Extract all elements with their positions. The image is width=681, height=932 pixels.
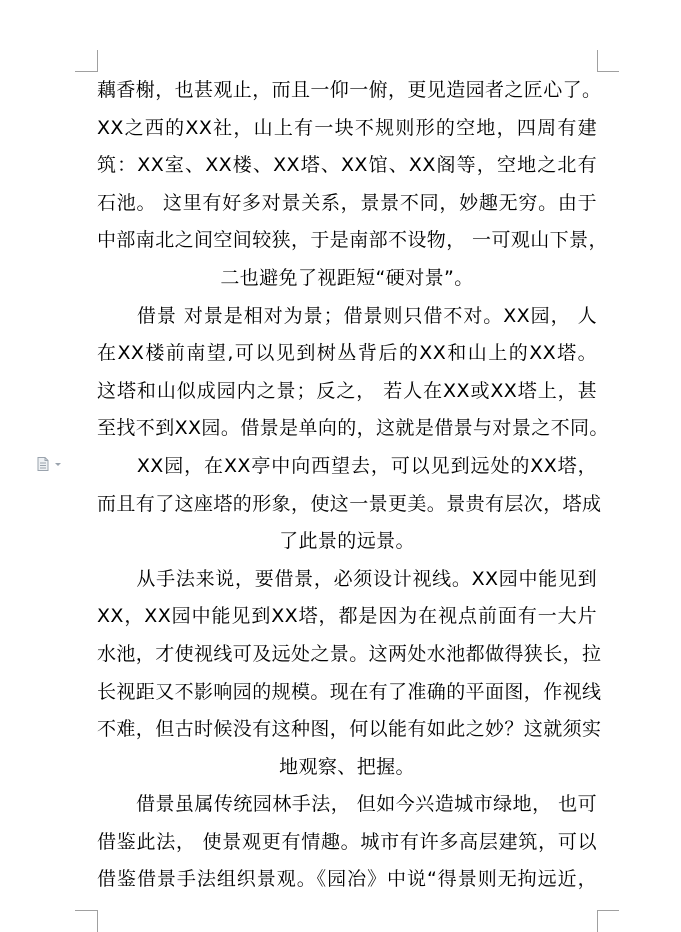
document-body — [97, 72, 609, 899]
text-line: XX园，在XX亭中向西望去，可以见到远处的XX塔， — [97, 454, 597, 477]
crop-mark-bottom-left-horizontal — [75, 910, 98, 911]
text-line: 筑：XX室、XX楼、XX塔、XX馆、XX阁等，空地之北有 — [97, 154, 597, 177]
crop-mark-bottom-right-horizontal — [597, 910, 619, 911]
text-line: 长视距又不影响园的规模。现在有了准确的平面图，作视线 — [97, 680, 602, 703]
crop-mark-bottom-left-vertical — [97, 910, 98, 932]
crop-mark-top-left-horizontal — [75, 71, 98, 72]
crop-mark-top-left-vertical — [97, 50, 98, 72]
text-line: 从手法来说，要借景，必须设计视线。XX园中能见到 — [97, 567, 597, 590]
text-line: 在XX楼前南望,可以见到树丛背后的XX和山上的XX塔。 — [97, 342, 597, 365]
text-line: 不难，但古时候没有这种图，何以能有如此之妙？这就须实 — [97, 718, 602, 741]
text-line: XX，XX园中能见到XX塔，都是因为在视点前面有一大片 — [97, 605, 597, 628]
crop-mark-top-right-vertical — [597, 50, 598, 72]
text-line: 借鉴此法， 使景观更有情趣。城市有许多高层建筑，可以 — [97, 830, 597, 853]
text-line: 二也避免了视距短“硬对景”。 — [220, 266, 474, 289]
crop-mark-top-right-horizontal — [597, 71, 619, 72]
text-line: 借景虽属传统园林手法， 但如今兴造城市绿地， 也可 — [97, 793, 597, 816]
text-line: 中部南北之间空间较狭，于是南部不设物， 一可观山下景， — [97, 229, 608, 252]
text-line: 地观察、把握。 — [279, 755, 415, 778]
text-line: 石池。 这里有好多对景关系，景景不同，妙趣无穷。由于 — [97, 191, 597, 214]
text-line: 了此景的远景。 — [279, 530, 415, 553]
crop-mark-bottom-right-vertical — [597, 910, 598, 932]
text-line: 借景 对景是相对为景；借景则只借不对。XX园， 人 — [97, 304, 597, 327]
text-line: 藕香榭，也甚观止，而且一仰一俯，更见造园者之匠心了。 — [97, 79, 602, 101]
document-icon[interactable] — [37, 456, 65, 470]
text-line: 至找不到XX园。借景是单向的，这就是借景与对景之不同。 — [97, 417, 609, 440]
text-line: 这塔和山似成园内之景；反之， 若人在XX或XX塔上，甚 — [97, 379, 597, 402]
text-line: 而且有了这座塔的形象，使这一景更美。景贵有层次，塔成 — [97, 492, 602, 515]
text-line: 水池，才使视线可及远处之景。这两处水池都做得狭长，拉 — [97, 642, 602, 665]
text-line: 借鉴借景手法组织景观。《园冶》中说“得景则无拘远近， — [97, 868, 597, 891]
text-line: XX之西的XX社，山上有一块不规则形的空地，四周有建 — [97, 116, 597, 139]
